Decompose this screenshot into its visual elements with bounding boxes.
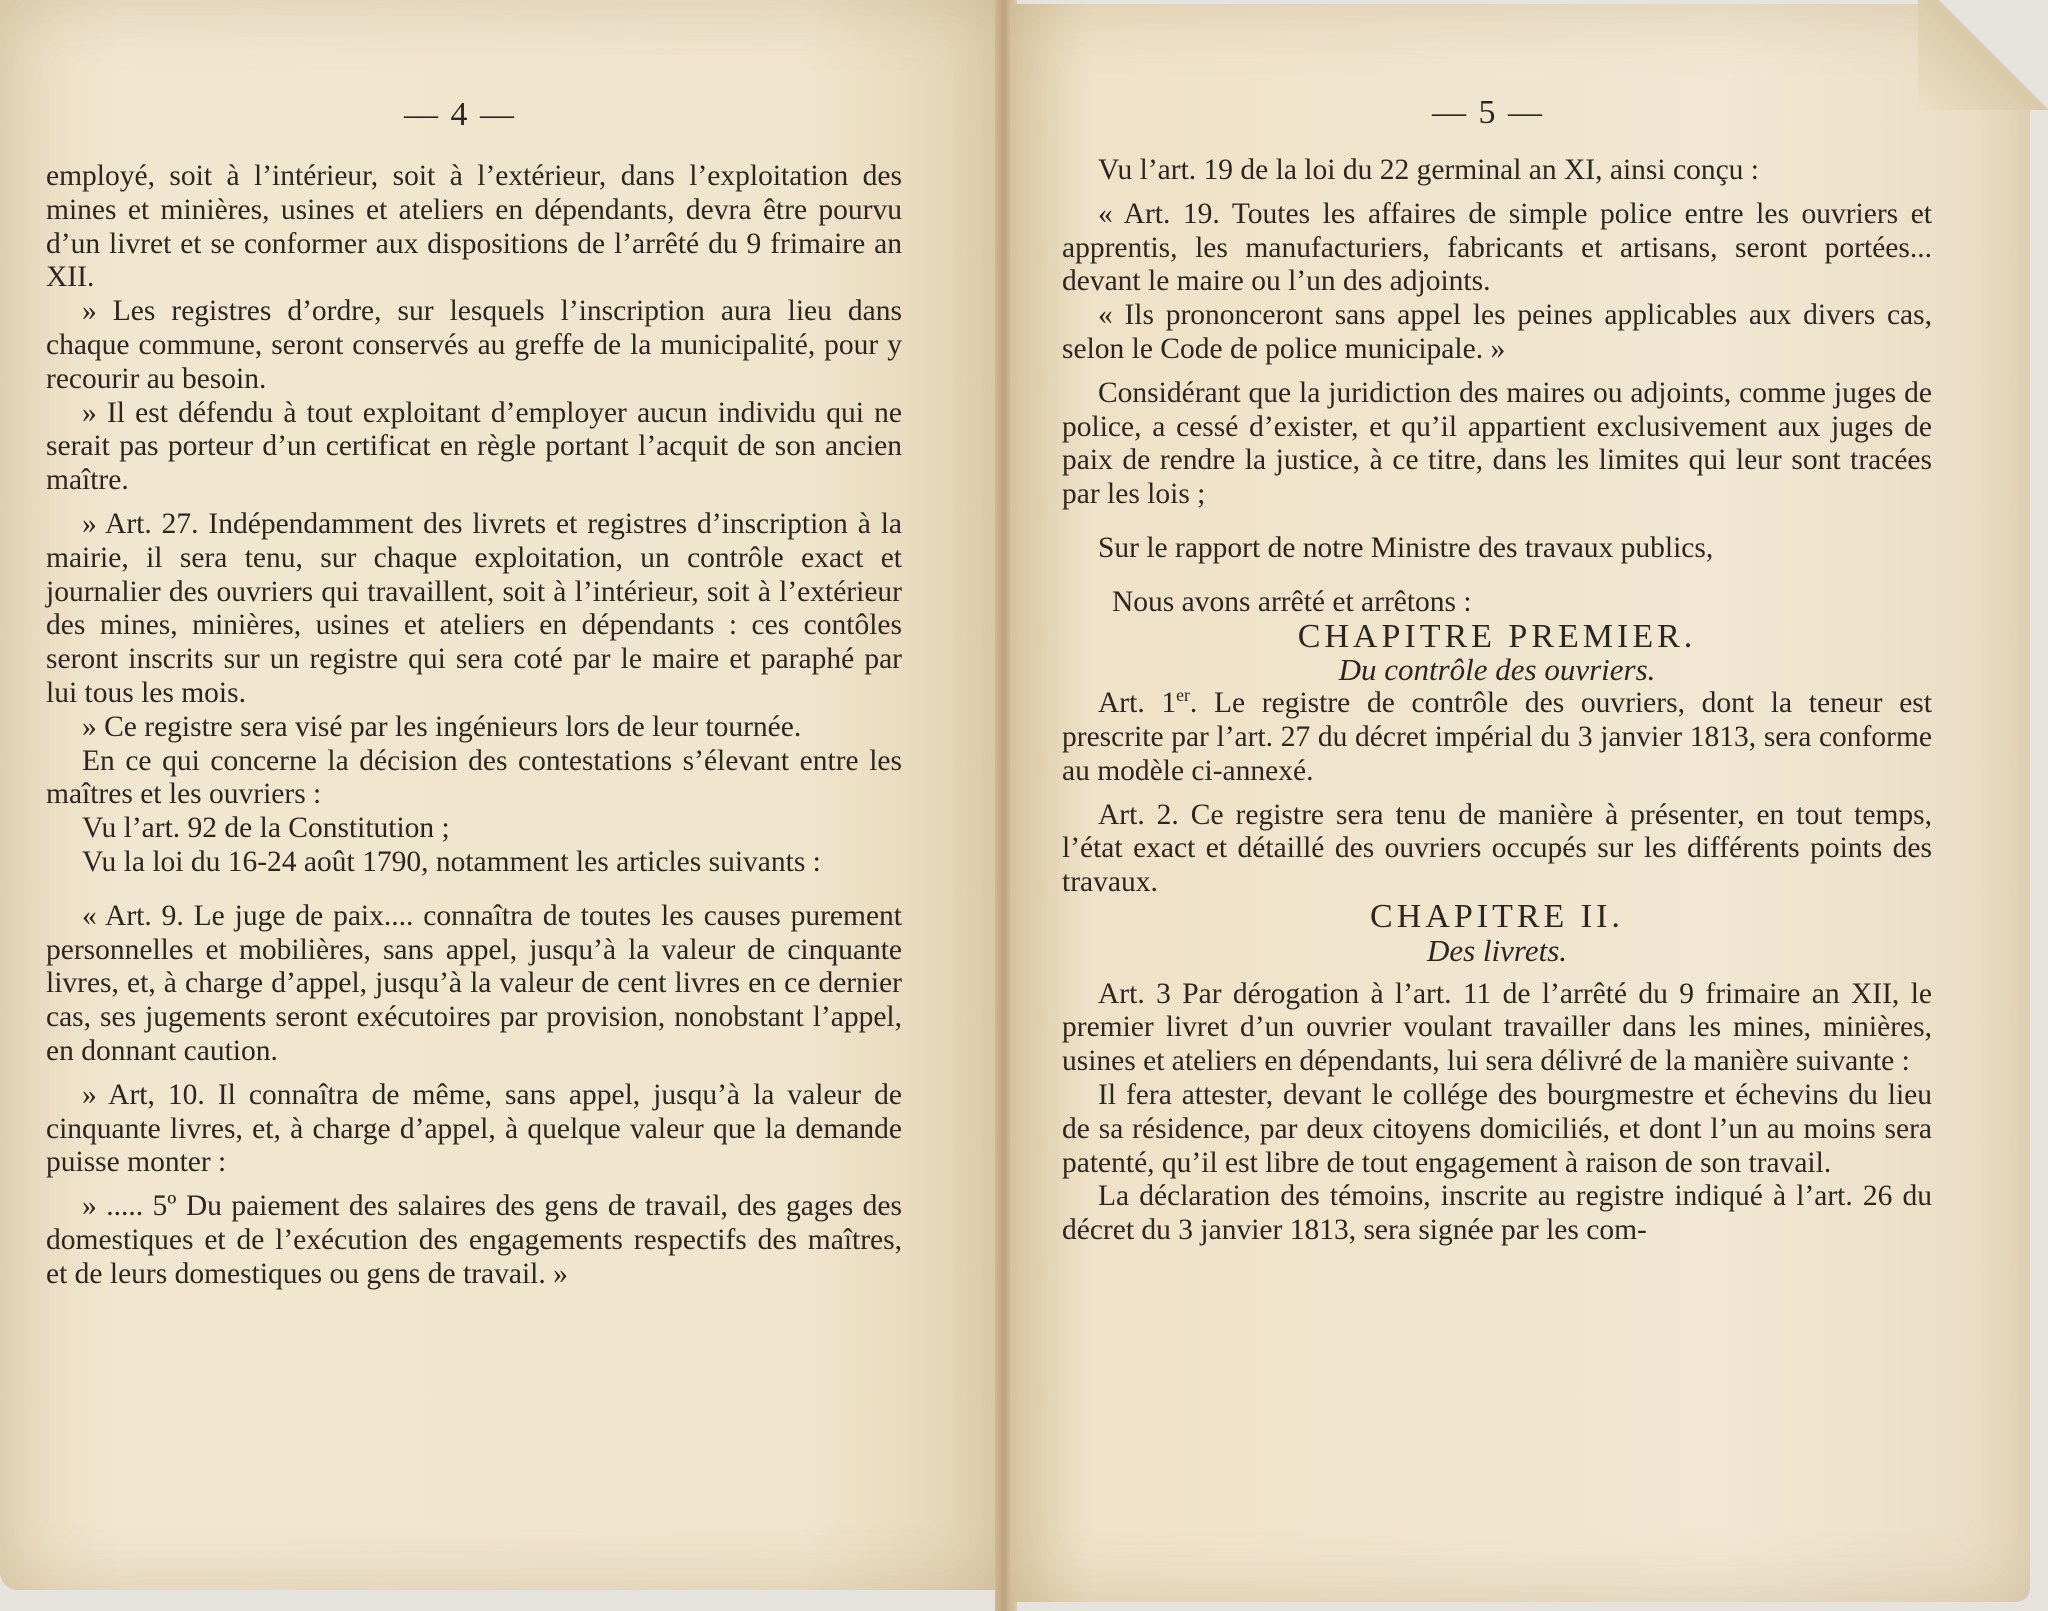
left-page — [0, 0, 1002, 1590]
paragraph: » Ce registre sera visé par les ingénieurs lors de leur tournée. — [82, 710, 802, 743]
left-page-text — [46, 160, 902, 1292]
paragraph: » Art, 10. Il connaîtra de même, sans appel, jusqu’à la valeur de cinquante livres, et, à charge d’appel, à quelque valeur que la demande puisse monter : — [46, 1078, 902, 1179]
paragraph: « Art. 19. Toutes les affaires de simple police entre les ouvriers et apprentis, les manufacturiers, fabricants et artisans, seront portées... devant le maire ou l’un des adjoints. — [1062, 197, 1932, 298]
paragraph: Vu l’art. 19 de la loi du 22 germinal an XI, ainsi conçu : — [1098, 154, 1759, 186]
chapter-title: CHAPITRE II. — [1370, 897, 1624, 935]
paragraph: Considérant que la juridiction des maires ou adjoints, comme juges de police, a cessé d’exister, et qu’il appartient exclusivement aux juges de paix de rendre la justice, à ce titre, dans les limites qui leur sont tracées par les lois ; — [1062, 376, 1932, 511]
page-number-left: — 4 — — [404, 96, 516, 133]
chapter-subtitle: Des livrets. — [1426, 932, 1568, 968]
article-superscript: er — [1176, 685, 1190, 706]
paragraph: « Ils prononceront sans appel les peines applicables aux divers cas, selon le Code de police municipale. » — [1062, 299, 1932, 365]
paragraph: Nous avons arrêté et arrêtons : — [1112, 585, 1472, 618]
paragraph: » ..... 5º Du paiement des salaires des gens de travail, des gages des domestiques et de l’exécution des engagements respectifs des maîtres, et de leurs domestiques ou gens de travail. » — [46, 1190, 902, 1290]
paragraph: Art. 3 Par dérogation à l’art. 11 de l’arrêté du 9 frimaire an XII, le premier livret d’un ouvrier voulant travailler dans les mines, minières, usines et ateliers en dépendants, lui sera délivré de la manière suivante : — [1062, 977, 1932, 1078]
paragraph: Vu la loi du 16-24 août 1790, notamment les articles suivants : — [82, 845, 821, 878]
chapter-title: CHAPITRE PREMIER. — [1297, 617, 1697, 655]
paragraph: Il fera attester, devant le collége des bourgmestre et échevins du lieu de sa résidence, par deux citoyens domiciliés, et dont l’un au moins sera patenté, qu’il est libre de tout engagement à raison de son travail. — [1062, 1078, 1932, 1179]
article-label: Art. 1 — [1098, 687, 1177, 720]
paragraph: « Art. 9. Le juge de paix.... connaîtra de toutes les causes purement personnelles et mobilières, sans appel, jusqu’à la valeur de cinquante livres, et, à charge d’appel, jusqu’à la valeur de cent livres en ce dernier cas, ses jugements seront exécutoires par provision, nonobstant l’appel, en donnant caution. — [46, 899, 902, 1067]
article-paragraph — [1062, 687, 1932, 788]
paragraph: Art. 2. Ce registre sera tenu de manière à présenter, en tout temps, l’état exact et détaillé des ouvriers occupés sur les différents points des travaux. — [1062, 798, 1932, 899]
folded-corner — [1918, 0, 2048, 110]
paragraph: » Les registres d’ordre, sur lesquels l’inscription aura lieu dans chaque commune, seront conservés au greffe de la municipalité, pour y recourir au besoin. — [46, 295, 902, 395]
paragraph: En ce qui concerne la décision des contestations s’élevant entre les maîtres et les ouvriers : — [46, 744, 902, 811]
article-text: . Le registre de contrôle des ouvriers, dont la teneur est prescrite par l’art. 27 du décret impérial du 3 janvier 1813, sera conforme au modèle ci-annexé. — [1062, 687, 1932, 787]
paragraph: » Il est défendu à tout exploitant d’employer aucun individu qui ne serait pas porteur d’un certificat en règle portant l’acquit de son ancien maître. — [46, 396, 902, 497]
paragraph: La déclaration des témoins, inscrite au registre indiqué à l’art. 26 du décret du 3 janvier 1813, sera signée par les com- — [1062, 1180, 1932, 1247]
right-page — [1010, 4, 2030, 1602]
paragraph: Sur le rapport de notre Ministre des travaux publics, — [1098, 531, 1714, 564]
chapter-subtitle: Du contrôle des ouvriers. — [1338, 652, 1656, 688]
paragraph: Vu l’art. 92 de la Constitution ; — [82, 812, 450, 845]
page-number-right: — 5 — — [1432, 94, 1544, 131]
paragraph: » Art. 27. Indépendamment des livrets et registres d’inscription à la mairie, il sera tenu, sur chaque exploitation, un contrôle exact et journalier des ouvriers qui travaillent, soit à l’intérieur, soit à l’extérieur des mines, minières, usines et ateliers en dépendants : ces contôles seront inscrits sur un registre qui sera coté par le maire et paraphé par lui tous les mois. — [46, 507, 902, 709]
paragraph: employé, soit à l’intérieur, soit à l’extérieur, dans l’exploitation des mines et minières, usines et ateliers en dépendants, devra être pourvu d’un livret et se conformer aux dispositions de l’arrêté du 9 frimaire an XII. — [46, 160, 902, 294]
right-page-text — [1062, 154, 1932, 1248]
